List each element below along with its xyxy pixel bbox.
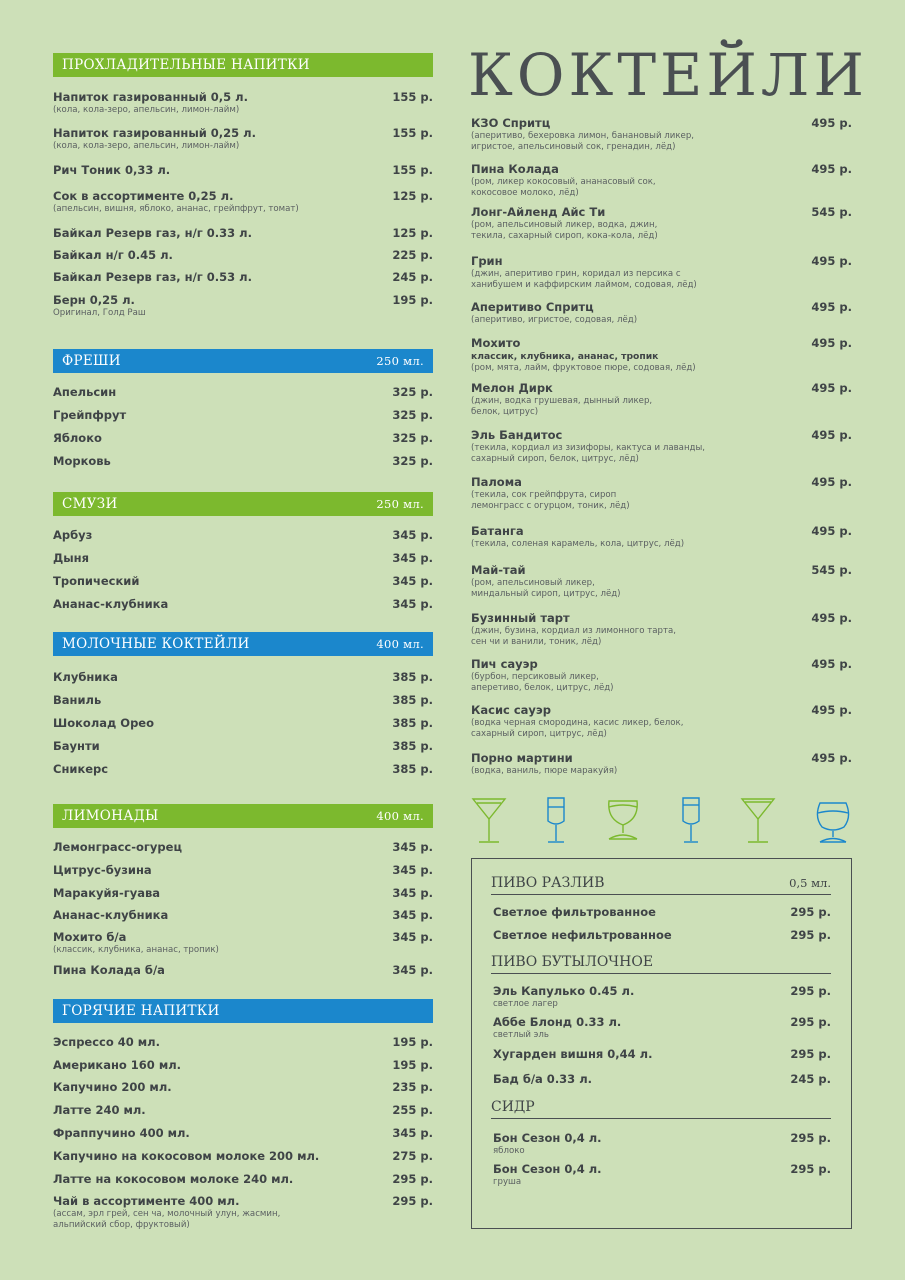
item-name: Эль Капулько 0.45 л.	[493, 984, 635, 998]
item-price: 545 р.	[811, 205, 852, 219]
item-name: Порно мартини	[471, 751, 573, 765]
item-price: 345 р.	[392, 574, 433, 588]
item-desc: (джин, водка грушевая, дынный ликер, белок, цитрус)	[471, 396, 653, 417]
item-desc: (бурбон, персиковый ликер, аперетиво, белок, цитрус, лёд)	[471, 672, 614, 693]
item-price: 495 р.	[811, 703, 852, 717]
menu-item	[53, 431, 433, 454]
cocktail-item	[471, 205, 852, 254]
item-name: Сникерс	[53, 762, 109, 776]
item-price: 345 р.	[392, 908, 433, 922]
cocktail-item	[471, 300, 852, 336]
item-name: Эспрессо 40 мл.	[53, 1035, 160, 1049]
item-name: Клубника	[53, 670, 118, 684]
item-name: Бузинный тарт	[471, 611, 570, 625]
section-header	[53, 632, 433, 656]
menu-item	[53, 863, 433, 886]
item-desc: (ром, апельсиновый ликер, водка, джин, текила, сахарный сироп, кока-кола, лёд)	[471, 220, 658, 241]
beer-bottled-title: ПИВО БУТЫЛОЧНОЕ	[491, 954, 654, 970]
beer-draft-header	[491, 875, 831, 895]
item-name: Аперитиво Спритц	[471, 300, 594, 314]
item-price: 195 р.	[392, 293, 433, 307]
martini-glass-icon	[471, 795, 507, 845]
item-name: Цитрус-бузина	[53, 863, 152, 877]
beer-bottled-header	[491, 954, 831, 974]
cocktail-item	[471, 116, 852, 162]
item-price: 345 р.	[392, 863, 433, 877]
section-header	[53, 999, 433, 1023]
item-price: 245 р.	[790, 1072, 831, 1086]
item-name: Морковь	[53, 454, 111, 468]
section-smoothie	[53, 492, 433, 632]
item-price: 125 р.	[392, 226, 433, 240]
item-desc: (водка, ваниль, пюре маракуйя)	[471, 766, 618, 776]
beer-item	[491, 1015, 831, 1047]
menu-item	[53, 1058, 433, 1080]
item-name: Батанга	[471, 524, 524, 538]
item-name: Мохито	[471, 336, 521, 350]
beer-draft-title: ПИВО РАЗЛИВ	[491, 875, 605, 891]
item-desc: груша	[493, 1177, 522, 1187]
item-desc: (ром, мята, лайм, фруктовое пюре, содовая, лёд)	[471, 363, 696, 373]
item-price: 345 р.	[392, 1126, 433, 1140]
item-desc: (ром, апельсиновый ликер, миндальный сироп, цитрус, лёд)	[471, 578, 621, 599]
item-price: 125 р.	[392, 189, 433, 203]
item-name: Ваниль	[53, 693, 102, 707]
item-price: 495 р.	[811, 657, 852, 671]
beer-item	[491, 1131, 831, 1162]
item-price: 325 р.	[392, 408, 433, 422]
menu-item	[53, 762, 433, 804]
glass-icons-row	[471, 791, 852, 845]
section-fresh	[53, 349, 433, 492]
item-price: 495 р.	[811, 475, 852, 489]
menu-item	[53, 189, 433, 226]
item-price: 295 р.	[790, 1015, 831, 1029]
item-desc: (кола, кола-зеро, апельсин, лимон-лайм)	[53, 141, 240, 151]
cocktail-item	[471, 475, 852, 524]
item-desc: (классик, клубника, ананас, тропик)	[53, 945, 219, 955]
item-price: 345 р.	[392, 963, 433, 977]
cider-title: СИДР	[491, 1099, 535, 1115]
wine-glass-icon	[605, 795, 641, 845]
item-price: 545 р.	[811, 563, 852, 577]
snifter-glass-icon	[814, 795, 852, 845]
cocktail-item	[471, 703, 852, 751]
item-name: Чай в ассортименте 400 мл.	[53, 1194, 240, 1208]
item-desc: (текила, сок грейпфрута, сироп лемонграсс с огурцом, тоник, лёд)	[471, 490, 630, 511]
item-price: 295 р.	[392, 1172, 433, 1186]
item-price: 325 р.	[392, 454, 433, 468]
menu-item	[53, 1172, 433, 1194]
cocktail-item	[471, 524, 852, 563]
item-price: 345 р.	[392, 528, 433, 542]
item-desc: светлый эль	[493, 1030, 549, 1040]
menu-item	[53, 1035, 433, 1058]
item-name: Бон Сезон 0,4 л.	[493, 1162, 602, 1176]
item-desc: (ассам, эрл грей, сен ча, молочный улун, жасмин, альпийский сбор, фруктовый)	[53, 1209, 281, 1230]
item-desc: (аперитиво, бехеровка лимон, банановый ликер, игристое, апельсиновый сок, гренадин, лёд)	[471, 131, 695, 152]
menu-item	[53, 90, 433, 126]
highball-glass-icon	[545, 795, 567, 845]
item-name: Бон Сезон 0,4 л.	[493, 1131, 602, 1145]
section-title: ПРОХЛАДИТЕЛЬНЫЕ НАПИТКИ	[62, 57, 310, 73]
item-name: Байкал Резерв газ, н/г 0.33 л.	[53, 226, 252, 240]
menu-item	[53, 963, 433, 999]
cider-header	[491, 1099, 831, 1119]
item-desc: (джин, бузина, кордиал из лимонного тарта, сен чи и ванили, тоник, лёд)	[471, 626, 676, 647]
item-price: 295 р.	[392, 1194, 433, 1208]
item-name: Фраппучино 400 мл.	[53, 1126, 190, 1140]
menu-item	[53, 1194, 433, 1231]
item-name: Апельсин	[53, 385, 117, 399]
right-column	[468, 40, 868, 845]
menu-item	[53, 693, 433, 716]
cocktail-item	[471, 611, 852, 657]
item-name: Байкал н/г 0.45 л.	[53, 248, 173, 262]
item-price: 385 р.	[392, 762, 433, 776]
item-desc: (кола, кола-зеро, апельсин, лимон-лайм)	[53, 105, 240, 115]
beer-item	[491, 1047, 831, 1072]
section-cold-drinks	[53, 53, 433, 349]
tall-glass-icon	[680, 795, 702, 845]
beer-item	[491, 928, 831, 954]
cocktail-item	[471, 254, 852, 300]
section-title: ЛИМОНАДЫ	[62, 808, 159, 824]
beer-item	[491, 1072, 831, 1099]
item-desc: (текила, соленая карамель, кола, цитрус, лёд)	[471, 539, 685, 549]
cocktail-item	[471, 336, 852, 381]
item-name: Напиток газированный 0,25 л.	[53, 126, 256, 140]
item-price: 345 р.	[392, 597, 433, 611]
menu-item	[53, 293, 433, 349]
beer-box	[471, 858, 852, 1229]
beer-draft-volume: 0,5 мл.	[789, 876, 831, 890]
menu-item	[53, 670, 433, 693]
item-name: Палома	[471, 475, 522, 489]
item-name: Латте на кокосовом молоке 240 мл.	[53, 1172, 294, 1186]
item-price: 495 р.	[811, 300, 852, 314]
section-volume: 400 мл.	[376, 809, 424, 823]
menu-item	[53, 886, 433, 908]
menu-item	[53, 248, 433, 270]
item-price: 295 р.	[790, 1047, 831, 1061]
item-name: Арбуз	[53, 528, 93, 542]
item-price: 325 р.	[392, 431, 433, 445]
menu-item	[53, 270, 433, 293]
menu-item	[53, 597, 433, 632]
item-price: 345 р.	[392, 551, 433, 565]
item-price: 325 р.	[392, 385, 433, 399]
menu-item	[53, 930, 433, 963]
item-name: Капучино 200 мл.	[53, 1080, 172, 1094]
item-price: 345 р.	[392, 930, 433, 944]
item-name: Берн 0,25 л.	[53, 293, 135, 307]
cocktail-item	[471, 162, 852, 205]
item-price: 235 р.	[392, 1080, 433, 1094]
menu-item	[53, 1126, 433, 1149]
section-title: ФРЕШИ	[62, 353, 121, 369]
section-header	[53, 492, 433, 516]
beer-item	[491, 984, 831, 1015]
item-desc: (аперитиво, игристое, содовая, лёд)	[471, 315, 638, 325]
item-price: 495 р.	[811, 751, 852, 765]
item-name: Тропический	[53, 574, 140, 588]
section-lemonades	[53, 804, 433, 999]
menu-item	[53, 551, 433, 574]
menu-item	[53, 528, 433, 551]
item-price: 275 р.	[392, 1149, 433, 1163]
item-name: Лемонграсс-огурец	[53, 840, 182, 854]
item-price: 385 р.	[392, 716, 433, 730]
item-name: КЗО Спритц	[471, 116, 551, 130]
item-name: Байкал Резерв газ, н/г 0.53 л.	[53, 270, 252, 284]
item-name: Касис сауэр	[471, 703, 551, 717]
beer-item	[491, 905, 831, 928]
item-name: Аббе Блонд 0.33 л.	[493, 1015, 622, 1029]
item-name: Мелон Дирк	[471, 381, 553, 395]
item-name: Напиток газированный 0,5 л.	[53, 90, 248, 104]
item-price: 295 р.	[790, 1131, 831, 1145]
item-name: Пина Колада б/а	[53, 963, 165, 977]
item-price: 195 р.	[392, 1035, 433, 1049]
item-desc: (апельсин, вишня, яблоко, ананас, грейпфрут, томат)	[53, 204, 299, 214]
item-price: 385 р.	[392, 693, 433, 707]
cocktail-item	[471, 381, 852, 428]
menu-item	[53, 163, 433, 189]
cocktails-title: КОКТЕЙЛИ	[468, 41, 868, 109]
item-name: Рич Тоник 0,33 л.	[53, 163, 171, 177]
item-desc: Оригинал, Голд Раш	[53, 308, 146, 318]
item-name: Латте 240 мл.	[53, 1103, 146, 1117]
section-volume: 250 мл.	[376, 497, 424, 511]
menu-item	[53, 408, 433, 431]
cocktail-glass-icon	[740, 795, 776, 845]
section-title: ГОРЯЧИЕ НАПИТКИ	[62, 1003, 220, 1019]
item-name: Дыня	[53, 551, 89, 565]
item-price: 345 р.	[392, 840, 433, 854]
item-desc: светлое лагер	[493, 999, 558, 1009]
item-price: 245 р.	[392, 270, 433, 284]
section-header	[53, 53, 433, 77]
menu-item	[53, 908, 433, 930]
item-price: 495 р.	[811, 381, 852, 395]
cocktail-item	[471, 563, 852, 611]
item-name: Мохито б/а	[53, 930, 127, 944]
menu-item	[53, 454, 433, 492]
item-price: 255 р.	[392, 1103, 433, 1117]
item-price: 495 р.	[811, 116, 852, 130]
item-price: 225 р.	[392, 248, 433, 262]
item-name: Светлое фильтрованное	[493, 905, 656, 919]
item-name: Американо 160 мл.	[53, 1058, 182, 1072]
item-price: 495 р.	[811, 162, 852, 176]
menu-item	[53, 385, 433, 408]
item-name: Пина Колада	[471, 162, 559, 176]
item-price: 345 р.	[392, 886, 433, 900]
item-name: Хугарден вишня 0,44 л.	[493, 1047, 653, 1061]
left-column	[53, 53, 433, 1231]
section-header	[53, 804, 433, 828]
item-price: 495 р.	[811, 254, 852, 268]
menu-item	[53, 840, 433, 863]
section-title: СМУЗИ	[62, 496, 118, 512]
cocktail-item	[471, 751, 852, 777]
section-volume: 400 мл.	[376, 637, 424, 651]
menu-item	[53, 739, 433, 762]
item-name: Бад б/а 0.33 л.	[493, 1072, 592, 1086]
cocktail-list	[471, 116, 852, 777]
beer-item	[491, 1162, 831, 1193]
item-name: Эль Бандитос	[471, 428, 563, 442]
item-price: 295 р.	[790, 905, 831, 919]
item-name: Май-тай	[471, 563, 526, 577]
item-desc: (ром, ликер кокосовый, ананасовый сок, кокосовое молоко, лёд)	[471, 177, 656, 198]
item-desc: яблоко	[493, 1146, 525, 1156]
item-price: 295 р.	[790, 928, 831, 942]
item-price: 155 р.	[392, 90, 433, 104]
section-hot-drinks	[53, 999, 433, 1231]
item-price: 155 р.	[392, 126, 433, 140]
item-name: Светлое нефильтрованное	[493, 928, 672, 942]
item-name: Шоколад Орео	[53, 716, 154, 730]
section-title: МОЛОЧНЫЕ КОКТЕЙЛИ	[62, 636, 250, 652]
item-desc: (текила, кордиал из зизифоры, кактуса и лаванды, сахарный сироп, белок, цитрус, лёд)	[471, 443, 706, 464]
item-price: 295 р.	[790, 1162, 831, 1176]
item-name: Ананас-клубника	[53, 908, 169, 922]
item-price: 495 р.	[811, 611, 852, 625]
item-price: 495 р.	[811, 336, 852, 350]
item-name: Сок в ассортименте 0,25 л.	[53, 189, 234, 203]
menu-item	[53, 1149, 433, 1172]
item-desc: (джин, аперитиво грин, коридал из персика с ханибушем и каффирским лаймом, содовая, лёд)	[471, 269, 697, 290]
item-name: Пич сауэр	[471, 657, 538, 671]
item-subtitle: классик, клубника, ананас, тропик	[471, 351, 659, 362]
section-header	[53, 349, 433, 373]
section-volume: 250 мл.	[376, 354, 424, 368]
cocktail-item	[471, 657, 852, 703]
item-price: 385 р.	[392, 739, 433, 753]
item-price: 195 р.	[392, 1058, 433, 1072]
item-name: Яблоко	[53, 431, 102, 445]
menu-item	[53, 716, 433, 739]
menu-item	[53, 1103, 433, 1126]
item-price: 385 р.	[392, 670, 433, 684]
item-price: 155 р.	[392, 163, 433, 177]
menu-item	[53, 1080, 433, 1103]
menu-item	[53, 126, 433, 163]
item-name: Ананас-клубника	[53, 597, 169, 611]
menu-item	[53, 574, 433, 597]
section-milkshakes	[53, 632, 433, 804]
item-name: Лонг-Айленд Айс Ти	[471, 205, 606, 219]
item-name: Баунти	[53, 739, 100, 753]
item-name: Маракуйя-гуава	[53, 886, 161, 900]
item-price: 495 р.	[811, 524, 852, 538]
item-name: Капучино на кокосовом молоке 200 мл.	[53, 1149, 320, 1163]
item-desc: (водка черная смородина, касис ликер, белок, сахарный сироп, цитрус, лёд)	[471, 718, 684, 739]
menu-item	[53, 226, 433, 248]
item-price: 295 р.	[790, 984, 831, 998]
item-name: Грейпфрут	[53, 408, 127, 422]
item-name: Грин	[471, 254, 503, 268]
cocktail-item	[471, 428, 852, 475]
item-price: 495 р.	[811, 428, 852, 442]
